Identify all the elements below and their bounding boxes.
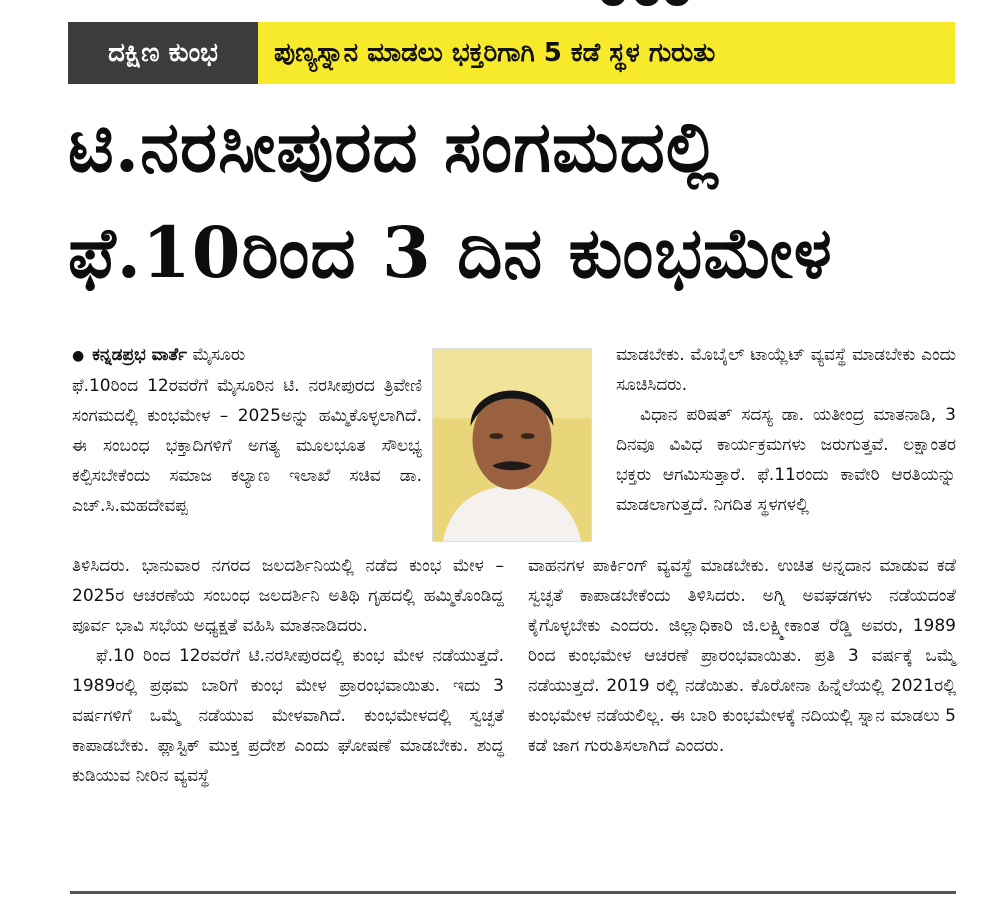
byline-place: ಮೈಸೂರು	[192, 345, 246, 365]
section-tag-bar	[68, 22, 955, 84]
paragraph-1b: ತಿಳಿಸಿದರು. ಭಾನುವಾರ ನಗರದ ಜಲದರ್ಶಿನಿಯಲ್ಲಿ ನಡೆದ ಕುಂಭ ಮೇಳ –2025ರ ಆಚರಣೆಯ ಸಂಬಂಧ ಜಲದರ್ಶಿನಿ ಅತಿಥಿ ಗೃಹದಲ್ಲಿ ಹಮ್ಮಿಕೊಂಡಿದ್ದ ಪೂರ್ವ ಭಾವಿ ಸಭೆಯ ಅಧ್ಯಕ್ಷತೆ ವಹಿಸಿ ಮಾತನಾಡಿದರು.	[72, 556, 504, 636]
column-1-bottom	[72, 551, 504, 791]
paragraph-4a: ವಿಧಾನ ಪರಿಷತ್ ಸದಸ್ಯ ಡಾ. ಯತೀಂದ್ರ ಮಾತನಾಡಿ, 3 ದಿನವೂ ವಿವಿಧ ಕಾರ್ಯಕ್ರಮಗಳು ಜರುಗುತ್ತವೆ. ಲಕ್ಷಾಂತರ ಭಕ್ತರು ಆಗಮಿಸುತ್ತಾರೆ. ಫೆ.11ರಂದು ಕಾವೇರಿ ಆರತಿಯನ್ನು ಮಾಡಲಾಗುತ್ತದೆ. ನಿಗದಿತ ಸ್ಥಳಗಳಲ್ಲಿ	[616, 405, 956, 515]
section-label: ದಕ್ಷಿಣ ಕುಂಭ	[68, 22, 258, 84]
paragraph-4b: ವಾಹನಗಳ ಪಾರ್ಕಿಂಗ್ ವ್ಯವಸ್ಥೆ ಮಾಡಬೇಕು. ಉಚಿತ ಅನ್ನದಾನ ಮಾಡುವ ಕಡೆ ಸ್ವಚ್ಛತೆ ಕಾಪಾಡಬೇಕೆಂದು ತಿಳಿಸಿದರು. ಅಗ್ನಿ ಅವಘಡಗಳು ನಡೆಯದಂತೆ ಕೈಗೊಳ್ಳಬೇಕು ಎಂದರು. ಜಿಲ್ಲಾಧಿಕಾರಿ ಜಿ.ಲಕ್ಷ್ಮೀಕಾಂತ ರೆಡ್ಡಿ ಅವರು, 1989 ರಿಂದ ಕುಂಭಮೇಳ ಆಚರಣೆ ಪ್ರಾರಂಭವಾಯಿತು. ಪ್ರತಿ 3 ವರ್ಷಕ್ಕೆ ಒಮ್ಮೆ ನಡೆಯುತ್ತದೆ. 2019 ರಲ್ಲಿ ನಡೆಯಿತು. ಕೊರೋನಾ ಹಿನ್ನೆಲೆಯಲ್ಲಿ 2021ರಲ್ಲಿ ಕುಂಭಮೇಳ ನಡೆಯಲಿಲ್ಲ. ಈ ಬಾರಿ ಕುಂಭಮೇಳಕ್ಕೆ ನದಿಯಲ್ಲಿ ಸ್ನಾನ ಮಾಡಲು 5 ಕಡೆ ಜಾಗ ಗುರುತಿಸಲಾಗಿದೆ ಎಂದರು.	[528, 556, 956, 756]
person-photo	[432, 348, 592, 542]
byline	[72, 340, 422, 371]
masthead-fragment	[600, 0, 690, 8]
kicker-headline: ಪುಣ್ಯಸ್ನಾನ ಮಾಡಲು ಭಕ್ತರಿಗಾಗಿ 5 ಕಡೆ ಸ್ಥಳ ಗುರುತು	[258, 22, 955, 84]
bullet-icon: ●	[72, 348, 85, 364]
headline-line-1: ಟಿ.ನರಸೀಪುರದ ಸಂಗಮದಲ್ಲಿ	[68, 105, 720, 188]
column-1-top	[72, 371, 422, 521]
column-2-bottom	[528, 551, 956, 761]
column-2-top	[616, 340, 956, 520]
bottom-rule	[70, 891, 956, 894]
byline-brand: ಕನ್ನಡಪ್ರಭ ವಾರ್ತೆ	[92, 345, 188, 365]
paragraph-1a: ಫೆ.10ರಿಂದ 12ರವರೆಗೆ ಮೈಸೂರಿನ ಟಿ. ನರಸೀಪುರದ ತ್ರಿವೇಣಿ ಸಂಗಮದಲ್ಲಿ ಕುಂಭಮೇಳ – 2025ಅನ್ನು ಹಮ್ಮಿಕೊಳ್ಳಲಾಗಿದೆ. ಈ ಸಂಬಂಧ ಭಕ್ತಾದಿಗಳಿಗೆ ಅಗತ್ಯ ಮೂಲಭೂತ ಸೌಲಭ್ಯ ಕಲ್ಪಿಸಬೇಕೆಂದು ಸಮಾಜ ಕಲ್ಯಾಣ ಇಲಾಖೆ ಸಚಿವ ಡಾ. ಎಚ್.ಸಿ.ಮಹದೇವಪ್ಪ	[72, 376, 422, 516]
headline-line-2: ಫೆ.10ರಿಂದ 3 ದಿನ ಕುಂಭಮೇಳ	[68, 211, 833, 294]
paragraph-3: ಮಾಡಬೇಕು. ಮೊಬೈಲ್ ಟಾಯ್ಲೆಟ್ ವ್ಯವಸ್ಥೆ ಮಾಡಬೇಕು ಎಂದು ಸೂಚಿಸಿದರು.	[616, 345, 956, 395]
paragraph-2: ಫೆ.10 ರಿಂದ 12ರವರೆಗೆ ಟಿ.ನರಸೀಪುರದಲ್ಲಿ ಕುಂಭ ಮೇಳ ನಡೆಯುತ್ತದೆ. 1989ರಲ್ಲಿ ಪ್ರಥಮ ಬಾರಿಗೆ ಕುಂಭ ಮೇಳ ಪ್ರಾರಂಭವಾಯಿತು. ಇದು 3 ವರ್ಷಗಳಿಗೆ ಒಮ್ಮೆ ನಡೆಯುವ ಮೇಳವಾಗಿದೆ. ಕುಂಭಮೇಳದಲ್ಲಿ ಸ್ವಚ್ಛತೆ ಕಾಪಾಡಬೇಕು. ಪ್ಲಾಸ್ಟಿಕ್ ಮುಕ್ತ ಪ್ರದೇಶ ಎಂದು ಘೋಷಣೆ ಮಾಡಬೇಕು. ಶುದ್ಧ ಕುಡಿಯುವ ನೀರಿನ ವ್ಯವಸ್ಥೆ	[72, 646, 504, 786]
